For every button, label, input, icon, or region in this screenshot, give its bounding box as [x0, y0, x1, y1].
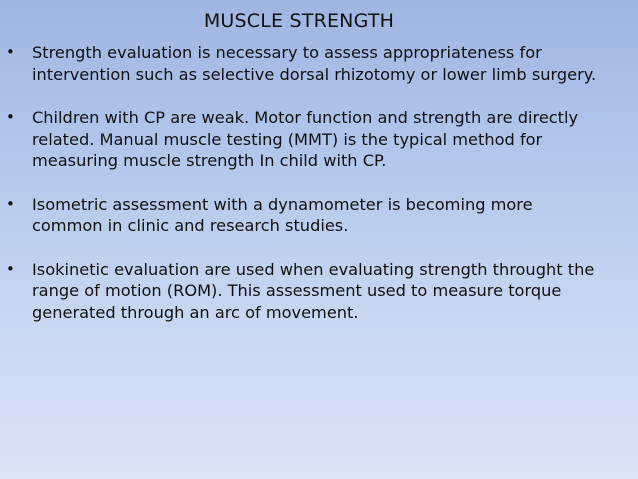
bullet-marker: • [6, 259, 15, 278]
bullet-marker: • [6, 43, 15, 61]
bullet-list [6, 42, 634, 345]
slide-title: MUSCLE STRENGTH [203, 10, 395, 32]
bullet-text: Strength evaluation is necessary to assess appropriateness for intervention such as selective dorsal rhizotomy or lower limb surgery. [32, 43, 597, 84]
bullet-text: Isometric assessment with a dynamometer is becoming more common in clinic and research studies. [32, 194, 533, 235]
bullet-text: Children with CP are weak. Motor function and strength are directly related. Manual muscle testing (MMT) is the typical method for measuring muscle strength In child with CP. [32, 108, 579, 170]
bullet-item [6, 194, 634, 237]
bullet-item [6, 42, 634, 85]
bullet-item [6, 259, 634, 324]
bullet-marker: • [6, 194, 15, 213]
bullet-text: Isokinetic evaluation are used when evaluating strength throught the range of motion (ROM). This assessment used to measure torque generated through an arc of movement. [32, 259, 595, 322]
bullet-marker: • [6, 108, 15, 126]
bullet-item [6, 107, 634, 172]
